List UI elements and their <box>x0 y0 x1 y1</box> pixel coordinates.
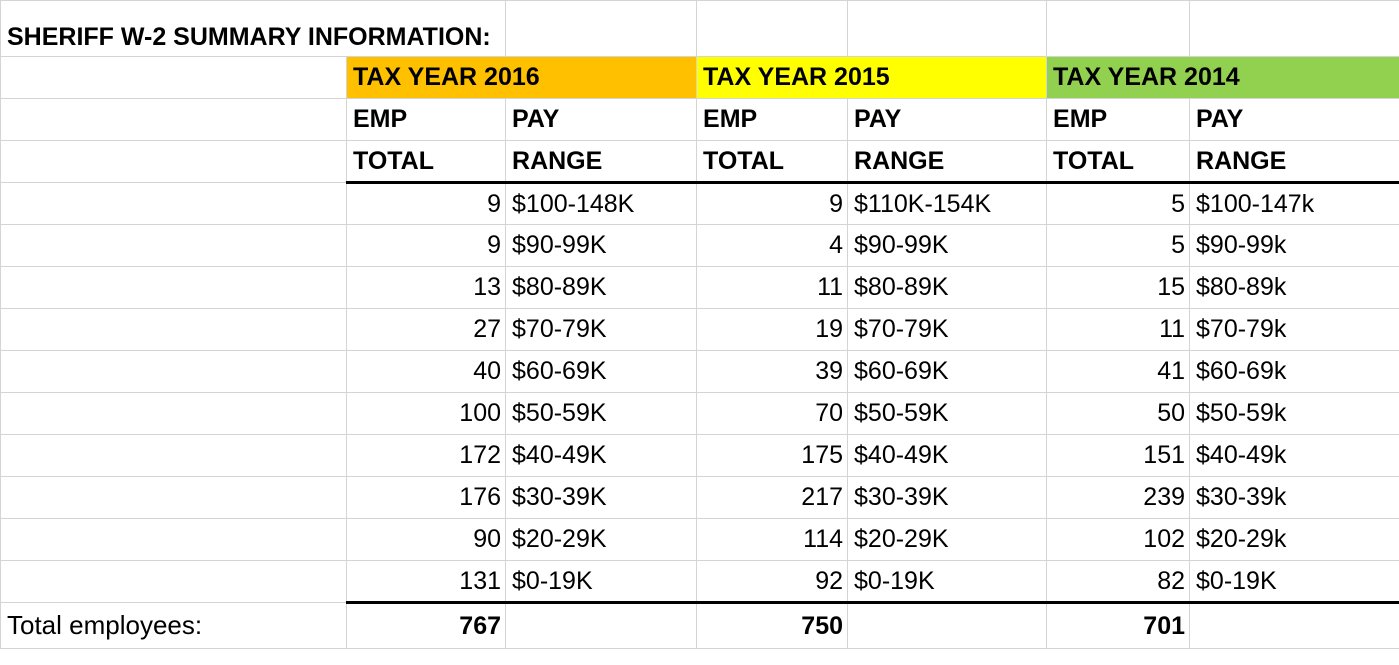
emp-total-cell: 11 <box>697 267 848 309</box>
tax-year-2014-header: TAX YEAR 2014 <box>1047 57 1399 99</box>
emp-header-2016: EMP <box>347 99 506 141</box>
emp-header-2015: EMP <box>697 99 848 141</box>
emp-total-cell: 50 <box>1047 393 1190 435</box>
emp-total-cell: 90 <box>347 519 506 561</box>
sheet-title: SHERIFF W-2 SUMMARY INFORMATION: <box>1 1 506 57</box>
pay-range-cell: $50-59K <box>848 393 1047 435</box>
tax-year-row <box>1 57 1399 99</box>
emp-total-cell: 13 <box>347 267 506 309</box>
total-row <box>1 603 1399 649</box>
pay-header-2016: PAY <box>506 99 697 141</box>
table-row <box>1 267 1399 309</box>
pay-range-cell: $0-19K <box>1190 561 1399 603</box>
pay-range-cell: $50-59K <box>506 393 697 435</box>
emp-total-cell: 19 <box>697 309 848 351</box>
pay-range-cell: $40-49k <box>1190 435 1399 477</box>
emp-total-cell: 239 <box>1047 477 1190 519</box>
pay-range-cell: $20-29K <box>848 519 1047 561</box>
pay-range-cell: $80-89K <box>506 267 697 309</box>
pay-range-cell: $90-99k <box>1190 225 1399 267</box>
emp-total-cell: 217 <box>697 477 848 519</box>
pay-range-cell: $0-19K <box>506 561 697 603</box>
pay-range-cell: $100-147k <box>1190 183 1399 225</box>
pay-range-cell: $40-49K <box>848 435 1047 477</box>
emp-total-cell: 15 <box>1047 267 1190 309</box>
table-row <box>1 435 1399 477</box>
emp-total-cell: 175 <box>697 435 848 477</box>
column-header-row-2 <box>1 141 1399 183</box>
pay-range-cell: $50-59k <box>1190 393 1399 435</box>
emp-total-cell: 172 <box>347 435 506 477</box>
emp-total-cell: 27 <box>347 309 506 351</box>
table-row <box>1 309 1399 351</box>
pay-range-cell: $80-89K <box>848 267 1047 309</box>
range-header-2016: RANGE <box>506 141 697 183</box>
total-employees-label: Total employees: <box>1 603 347 649</box>
emp-total-cell: 151 <box>1047 435 1190 477</box>
emp-total-cell: 9 <box>347 183 506 225</box>
emp-total-cell: 176 <box>347 477 506 519</box>
table-row <box>1 519 1399 561</box>
emp-total-cell: 131 <box>347 561 506 603</box>
pay-range-cell: $60-69k <box>1190 351 1399 393</box>
column-header-row-1 <box>1 99 1399 141</box>
pay-header-2014: PAY <box>1190 99 1399 141</box>
pay-range-cell: $100-148K <box>506 183 697 225</box>
pay-range-cell: $90-99K <box>848 225 1047 267</box>
pay-range-cell: $110K-154K <box>848 183 1047 225</box>
tax-year-2016-header: TAX YEAR 2016 <box>347 57 697 99</box>
pay-range-cell: $70-79k <box>1190 309 1399 351</box>
total-2014: 701 <box>1047 603 1190 649</box>
emp-total-cell: 9 <box>347 225 506 267</box>
emp-header-2014: EMP <box>1047 99 1190 141</box>
emp-total-cell: 92 <box>697 561 848 603</box>
emp-total-cell: 41 <box>1047 351 1190 393</box>
pay-range-cell: $90-99K <box>506 225 697 267</box>
range-header-2014: RANGE <box>1190 141 1399 183</box>
emp-total-cell: 70 <box>697 393 848 435</box>
emp-total-cell: 100 <box>347 393 506 435</box>
pay-range-cell: $60-69K <box>848 351 1047 393</box>
range-header-2015: RANGE <box>848 141 1047 183</box>
pay-range-cell: $80-89k <box>1190 267 1399 309</box>
title-row <box>1 1 1399 57</box>
emp-total-cell: 102 <box>1047 519 1190 561</box>
emp-total-cell: 39 <box>697 351 848 393</box>
emp-total-cell: 82 <box>1047 561 1190 603</box>
table-row <box>1 225 1399 267</box>
emp-total-cell: 114 <box>697 519 848 561</box>
table-row <box>1 393 1399 435</box>
tax-year-2015-header: TAX YEAR 2015 <box>697 57 1047 99</box>
emp-total-cell: 40 <box>347 351 506 393</box>
table-row <box>1 183 1399 225</box>
pay-range-cell: $20-29k <box>1190 519 1399 561</box>
total-header-2016: TOTAL <box>347 141 506 183</box>
table-row <box>1 351 1399 393</box>
pay-range-cell: $60-69K <box>506 351 697 393</box>
total-header-2014: TOTAL <box>1047 141 1190 183</box>
table-row <box>1 561 1399 603</box>
emp-total-cell: 4 <box>697 225 848 267</box>
pay-range-cell: $30-39k <box>1190 477 1399 519</box>
pay-range-cell: $70-79K <box>848 309 1047 351</box>
pay-range-cell: $20-29K <box>506 519 697 561</box>
total-2015: 750 <box>697 603 848 649</box>
pay-range-cell: $30-39K <box>848 477 1047 519</box>
emp-total-cell: 5 <box>1047 183 1190 225</box>
table-row <box>1 477 1399 519</box>
total-2016: 767 <box>347 603 506 649</box>
pay-range-cell: $0-19K <box>848 561 1047 603</box>
pay-range-cell: $30-39K <box>506 477 697 519</box>
emp-total-cell: 11 <box>1047 309 1190 351</box>
pay-header-2015: PAY <box>848 99 1047 141</box>
total-header-2015: TOTAL <box>697 141 848 183</box>
pay-range-cell: $70-79K <box>506 309 697 351</box>
emp-total-cell: 5 <box>1047 225 1190 267</box>
pay-range-cell: $40-49K <box>506 435 697 477</box>
emp-total-cell: 9 <box>697 183 848 225</box>
